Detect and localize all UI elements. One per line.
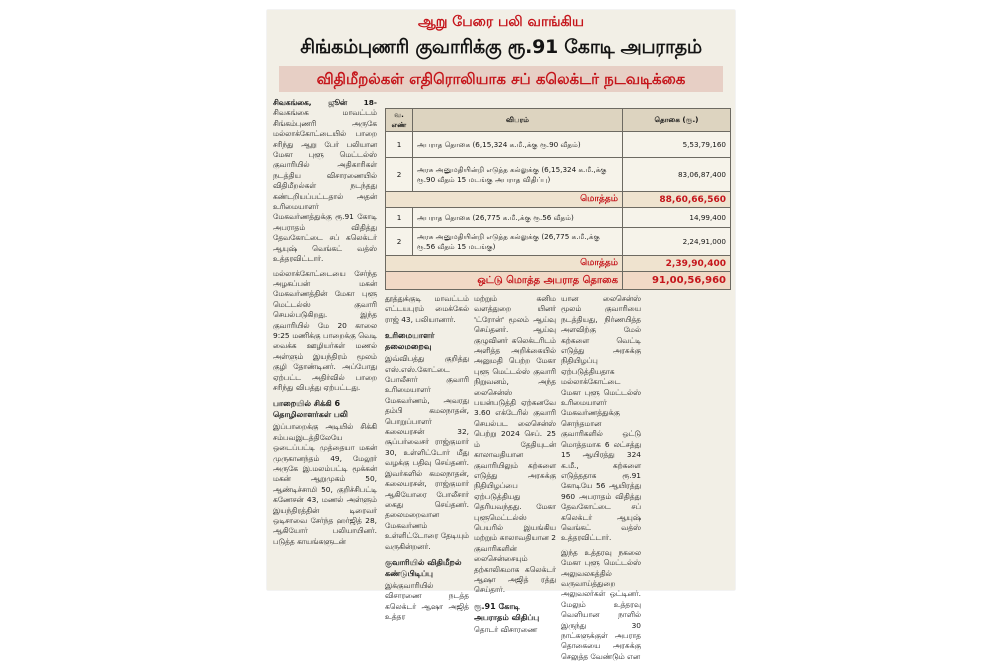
paragraph: சிவகங்கை மாவட்டம் சிங்கம்புணரி அருகே மல்லாக்கோட்டையில் பாறை சரிந்து ஆறு பேர் பலியான மேகா புளூ மெட்டல்ஸ் குவாரியில் அதிகாரிகள் நடத்திய விசாரணையில் விதிமீறல்கள் நடந்தது கண்டறியப்பட்டதால் அதன் உரிமையாளர் மேகவர்ணத்துக்கு ரூ.91 கோடி அபராதம் விதித்து தேவகோட்டை சப் கலெக்டர் ஆயுஷ் வெங்கட் வத்ஸ் உத்தரவிட்டார். — [273, 108, 377, 264]
row-description: அபராத தொகை (6,15,324 க.மீ.,க்கு ரூ.90 வீதம்) — [413, 132, 623, 158]
subtotal-amount: 88,60,66,560 — [623, 192, 731, 208]
table-row — [386, 132, 731, 158]
row-number: 2 — [386, 228, 413, 256]
paragraph: இக்குவாரியில் விசாரணை நடத்த கலெக்டர் ஆஷா அஜித் உத்தர — [385, 580, 469, 622]
paragraph: மல்லாக்கோட்டையை சேர்ந்த அழகப்பன் மகன் மேகவர்ணத்தின் மேகா புளூ மெட்டல்ஸ் குவாரி செயல்படுகிறது. இந்த குவாரியில் மே 20 காலை 9:25 மணிக்கு பாறைக்கு வெடி வைக்க ஊழியர்கள் மணல் அள்ளும் இயந்திரம் மூலம் குழி தோண்டினர். அப்போது ஏற்பட்ட அதிர்வில் பாறை சரிந்து விபத்து ஏற்பட்டது. — [273, 268, 377, 392]
paragraph: இவ்விபத்து குறித்து எஸ்.எஸ்.கோட்டை போலீசார் குவாரி உரிமையாளர் மேகவர்ணம், அவரது தம்பி கமலநாதன், பொறுப்பாளர் கலையரசன் 32, சூப்பர்வைசர் ராஜ்குமார் 30, உள்ளிட்டோர் மீது வழக்கு பதிவு செய்தனர். இவர்களில் கமலநாதன், கலையரசன், ராஜ்குமார் ஆகியோரை போலீசார் கைது செய்தனர். தலைமறைவான மேகவர்ணம் உள்ளிட்டோரை தேடியும் வருகின்றனர். — [385, 354, 469, 551]
headline: சிங்கம்புணரி குவாரிக்கு ரூ.91 கோடி அபராதம் — [300, 36, 702, 58]
row-number: 1 — [386, 208, 413, 228]
paragraph: இப்பாறைக்கு அடியில் சிக்கி சம்பவஇடத்திலேயே ஒடைப்பட்டி முத்தையா மகன் முருகானந்தம் 49, மேலூர் அருகே இ.மலம்பட்டி மூக்கன் மகன் ஆறுமுகம் 50, ஆண்டிச்சாமி 50, குறிச்சிபட்டி கணேசன் 43, மணல் அள்ளும் இயந்திரத்தின் டிரைவர் ஒடிசாவை சேர்ந்த ஹர்ஜித் 28, ஆகியோர் பலியாயினர். படுத்த காயங்களுடன் — [273, 422, 377, 546]
row-description: அபராத தொகை (26,775 க.மீ.,க்கு ரூ.56 வீதம்) — [413, 208, 623, 228]
row-description: அரசு அனுமதியின்றி எடுத்த கல்லுக்கு (6,15,324 க.மீ.,க்கு ரூ.90 வீதம் 15 மடங்கு அபராத விதிப்பு) — [413, 158, 623, 192]
paragraph: தூத்துக்குடி மாவட்டம் எட்டயபுரம் மைக்கேல் ராஜ் 43, பலியானார். — [385, 294, 469, 324]
paragraph: யான லைசென்ஸ் மூலம் குவாரியை நடத்தியது, நிர்ணயித்த அளவிற்கு மேல் கற்களை வெட்டி எடுத்து அரசுக்கு நிதியிழப்பு ஏற்படுத்தியதாக மல்லாக்கோட்டை மேகா புளூ மெட்டல்ஸ் உரிமையாளர் மேகவர்ணத்துக்கு சொந்தமான குவாரிகளில் ஒட்டு மொத்தமாக 6 லட்சத்து 15 ஆயிரத்து 324 க.மீ., கற்களை எடுத்ததாக ரூ.91 கோடியே 56 ஆயிரத்து 960 அபராதம் விதித்து தேவகோட்டை சப் கலெக்டர் ஆயுஷ் வெங்கட் வத்ஸ் உத்தரவிட்டார். — [561, 294, 641, 543]
row-number: 2 — [386, 158, 413, 192]
row-description: அரசு அனுமதியின்றி எடுத்த கல்லுக்கு (26,775 க.மீ.,க்கு ரூ.56 வீதம் 15 மடங்கு) — [413, 228, 623, 256]
subtotal-label: மொத்தம் — [386, 256, 623, 272]
row-number: 1 — [386, 132, 413, 158]
column-4 — [561, 294, 641, 661]
column-left — [273, 98, 377, 590]
section-heading: பாறையில் சிக்கி 6 தொழிலாளர்கள் பலி — [273, 399, 348, 420]
paragraph: இந்த உத்தரவு நகலை மேகா புளூ மெட்டல்ஸ் அலுவலகத்தில் வருவாய்த்துறை அலுவலர்கள் ஒட்டினர். மேலும் உத்தரவு வெளியான நாளில் இருந்து 30 நாட்களுக்குள் அபராத தொகையை அரசுக்கு செலுத்த வேண்டும் என — [561, 547, 641, 661]
newspaper-clipping — [267, 10, 735, 661]
section-heading: ரூ.91 கோடி அபராதம் விதிப்பு — [474, 601, 540, 622]
column-3 — [474, 294, 556, 634]
paragraph: தொடர் விசாரணை — [474, 624, 538, 634]
table-header: வ. எண் — [386, 109, 413, 132]
row-amount: 2,24,91,000 — [623, 228, 731, 256]
table-header: விபரம் — [413, 109, 623, 132]
grand-total-amount: 91,00,56,960 — [623, 272, 731, 290]
paragraph: மற்றும் கனிம வளத்துறை யினர் 'ட்ரோன்' மூலம் ஆய்வு செய்தனர். ஆய்வு குழுவினர் கலெக்டரிடம் அளித்த அறிக்கையில் அனுமதி பெற்ற மேகா புளூ மெட்டல்ஸ் குவாரி நிறுவனம், அந்த லைசென்ஸ் பயன்படுத்தி ஏற்கனவே 3.60 எக்டேரில் குவாரி செயல்பட லைசென்ஸ் பெற்று 2024 செப். 25 ம் தேதியுடன் காலாவதியான குவாரியிலும் கற்களை எடுத்து அரசுக்கு நிதியிழப்பை ஏற்படுத்தியது தெரியவந்தது. மேகா புளூமெட்டல்ஸ் பெயரில் இயங்கிய மற்றும் காலாவதியான 2 குவாரிகளின் லைசென்சையும் தற்காலிகமாக கலெக்டர் ஆஷா அஜித் ரத்து செய்தார். — [474, 294, 556, 595]
table-row — [386, 228, 731, 256]
kicker: ஆறு பேரை பலி வாங்கிய — [418, 14, 584, 30]
column-2 — [385, 294, 469, 622]
table-row — [386, 208, 731, 228]
subtotal-label: மொத்தம் — [386, 192, 623, 208]
subtotal-row — [386, 192, 731, 208]
fine-table — [385, 108, 731, 290]
row-amount: 14,99,400 — [623, 208, 731, 228]
grand-total-row — [386, 272, 731, 290]
grand-total-label: ஒட்டு மொத்த அபராத தொகை — [386, 272, 623, 290]
subtotal-amount: 2,39,90,400 — [623, 256, 731, 272]
row-amount: 83,06,87,400 — [623, 158, 731, 192]
row-amount: 5,53,79,160 — [623, 132, 731, 158]
subheadline: விதிமீறல்கள் எதிரொலியாக சப் கலெக்டர் நடவடிக்கை — [279, 66, 723, 92]
table-header: தொகை (ரூ.) — [623, 109, 731, 132]
dateline: சிவகங்கை, ஜூன் 18- — [273, 98, 377, 107]
section-heading: குவாரியில் விதிமீறல் கண்டுபிடிப்பு — [385, 557, 462, 578]
table-row — [386, 158, 731, 192]
subtotal-row — [386, 256, 731, 272]
section-heading: உரிமையாளர் தலைமறைவு — [385, 331, 435, 352]
